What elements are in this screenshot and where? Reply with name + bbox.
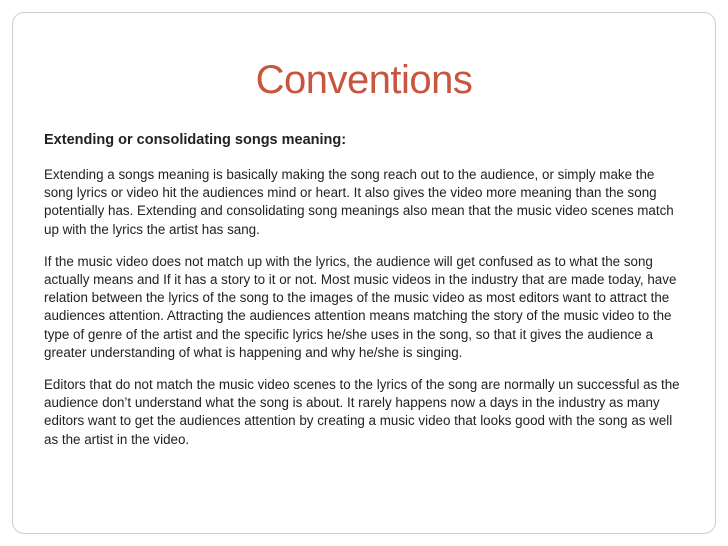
paragraph-extending-meaning: Extending a songs meaning is basically making the song reach out to the audience, or simply make the song lyrics or video hit the audiences mind or heart. It also gives the video more meaning than the song potentially has. Extending and consolidating song meanings also mean that the music video scenes match up with the lyrics the artist has sang. [44, 167, 674, 237]
paragraph-editors: Editors that do not match the music video scenes to the lyrics of the song are normally un successful as the audience don’t understand what the song is about. It rarely happens now a days in the industry as many editors want to get the audiences attention by creating a music video that looks good with the song as well as the artist in the video. [44, 377, 680, 447]
paragraph-lyrics-match: If the music video does not match up with the lyrics, the audience will get confused as to what the song actually means and If it has a story to it or not. Most music videos in the industry that are made today, have relation between the lyrics of the song to the images of the music video as most editors want to attract the audiences attention. Attracting the audiences attention means matching the story of the music video to the type of genre of the artist and the specific lyrics he/she uses in the song, so that it gives the audience a greater understanding of what is happening and why he/she is singing. [44, 253, 677, 360]
slide-title: Conventions [255, 58, 473, 102]
slide-body [44, 130, 686, 463]
section-subheading: Extending or consolidating songs meaning: [44, 132, 347, 148]
